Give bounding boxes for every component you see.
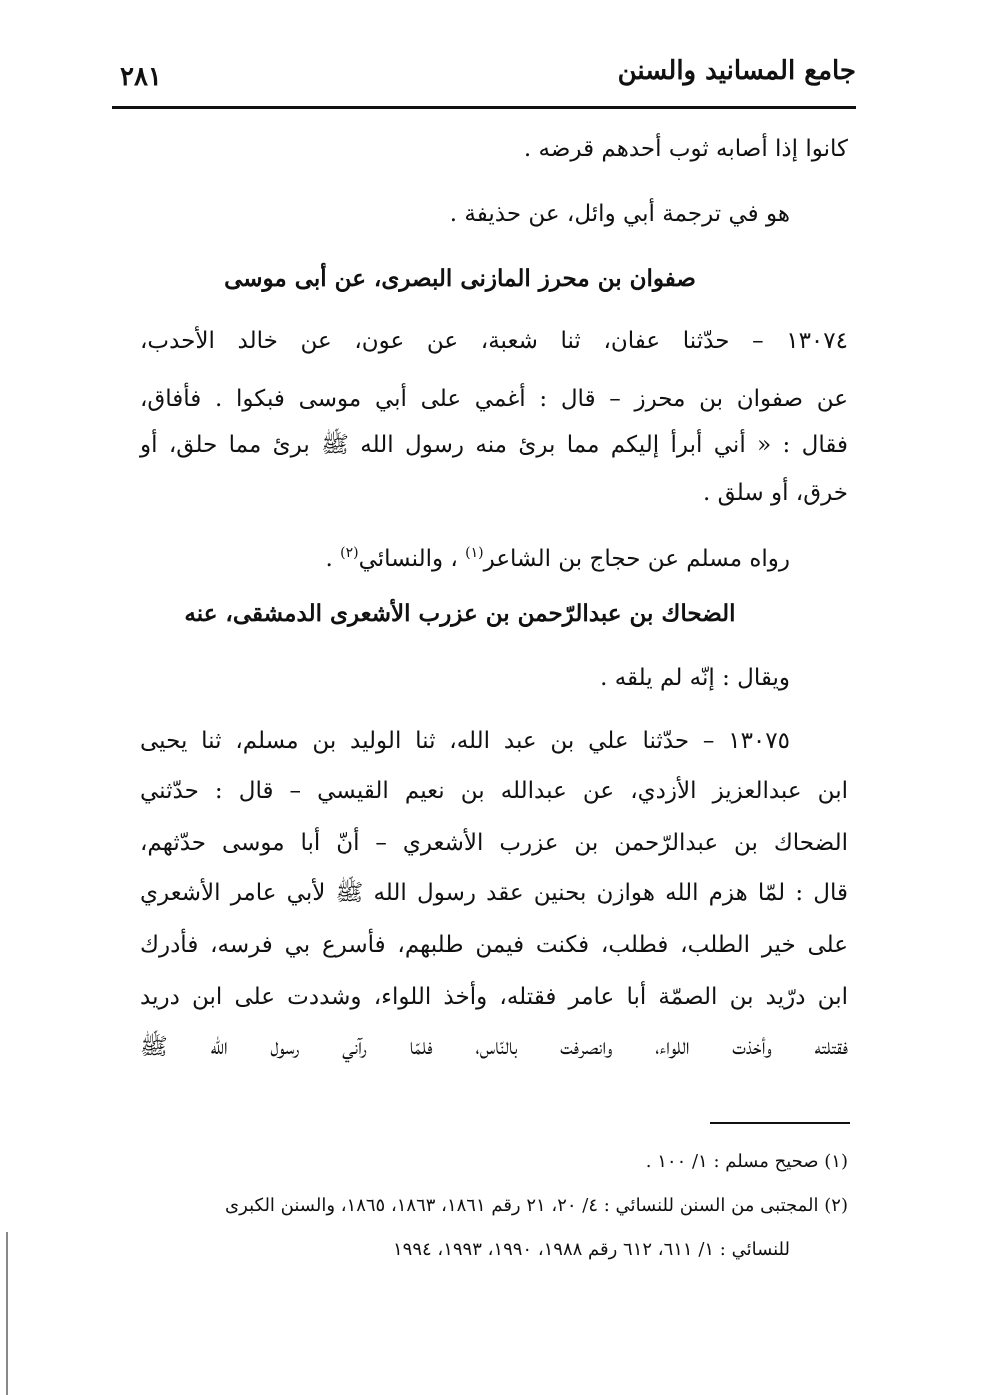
rawah-text-3: .	[325, 546, 341, 572]
hadith-13075-line-6: ابن درّيد بن الصمّة أبا عامر فقتله، وأخذ اللواء، وشددت على ابن دريد	[140, 984, 848, 1010]
hadith-13075-line-4: قال : لمّا هزم الله هوازن بحنين عقد رسول الله ﷺ لأبي عامر الأشعري	[140, 880, 848, 906]
footnote-2-line-1: (٢) المجتبى من السنن للنسائي : ٤/ ٢٠، ٢١ رقم ١٨٦١، ١٨٦٣، ١٨٦٥، والسنن الكبرى	[225, 1195, 848, 1216]
text-line-1: كانوا إذا أصابه ثوب أحدهم قرضه .	[523, 136, 848, 162]
text-line-2: هو في ترجمة أبي وائل، عن حذيفة .	[449, 201, 790, 227]
hadith-13075-line-5: على خير الطلب، فطلب، فكنت فيمن طلبهم، فأسرع بي فرسه، فأدرك	[140, 932, 848, 958]
hadith-13075-line-1: ١٣٠٧٥ – حدّثنا علي بن عبد الله، ثنا الوليد بن مسلم، ثنا يحيى	[140, 728, 790, 754]
footnote-rule	[710, 1122, 850, 1124]
hadith-13074-line-3: فقال : « أني أبرأ إليكم مما برئ منه رسول الله ﷺ برئ مما حلق، أو	[140, 432, 848, 458]
rawah-text-2: ، والنسائي	[358, 546, 466, 572]
text-line-yuqal: ويقال : إنّه لم يلقه .	[600, 665, 790, 691]
hadith-13075-line-3: الضحاك بن عبدالرّحمن بن عزرب الأشعري – أنّ أبا موسى حدّثهم،	[140, 830, 848, 856]
page-header	[112, 52, 856, 112]
footnote-ref-2[interactable]: (٢)	[340, 545, 359, 561]
margin-scan-mark	[6, 1232, 8, 1395]
page-number: ٢٨١	[120, 62, 162, 92]
section-heading-dahhak: الضحاك بن عبدالرّحمن بن عزرب الأشعرى الدمشقى، عنه	[184, 600, 736, 627]
footnote-ref-1[interactable]: (١)	[465, 545, 484, 561]
rawah-text-1: رواه مسلم عن حجاج بن الشاعر	[483, 546, 790, 572]
hadith-13075-line-2: ابن عبدالعزيز الأزدي، عن عبدالله بن نعيم القيسي – قال : حدّثني	[140, 778, 848, 804]
hadith-13074-line-1: ١٣٠٧٤ – حدّثنا عفان، ثنا شعبة، عن عون، عن خالد الأحدب،	[140, 328, 848, 354]
running-title: جامع المسانيد والسنن	[617, 56, 856, 86]
footnote-2-line-2: للنسائي : ١/ ٦١١، ٦١٢ رقم ١٩٨٨، ١٩٩٠، ١٩٩٣، ١٩٩٤	[393, 1239, 790, 1260]
hadith-13075-line-7: فقتلته وأخذت اللواء، وانصرفت بالنّاس، فلمّا رآني رسول الله ﷺ	[140, 1034, 848, 1060]
section-heading-safwan: صفوان بن محرز المازنى البصرى، عن أبى موسى	[224, 265, 696, 292]
hadith-13074-line-2: عن صفوان بن محرز – قال : أغمي على أبي موسى فبكوا . فأفاق،	[140, 386, 848, 412]
hadith-13074-line-4: خرق، أو سلق .	[703, 480, 848, 506]
footnote-1: (١) صحيح مسلم : ١/ ١٠٠ .	[645, 1151, 848, 1172]
header-rule	[112, 106, 856, 109]
rawah-line	[140, 536, 790, 576]
